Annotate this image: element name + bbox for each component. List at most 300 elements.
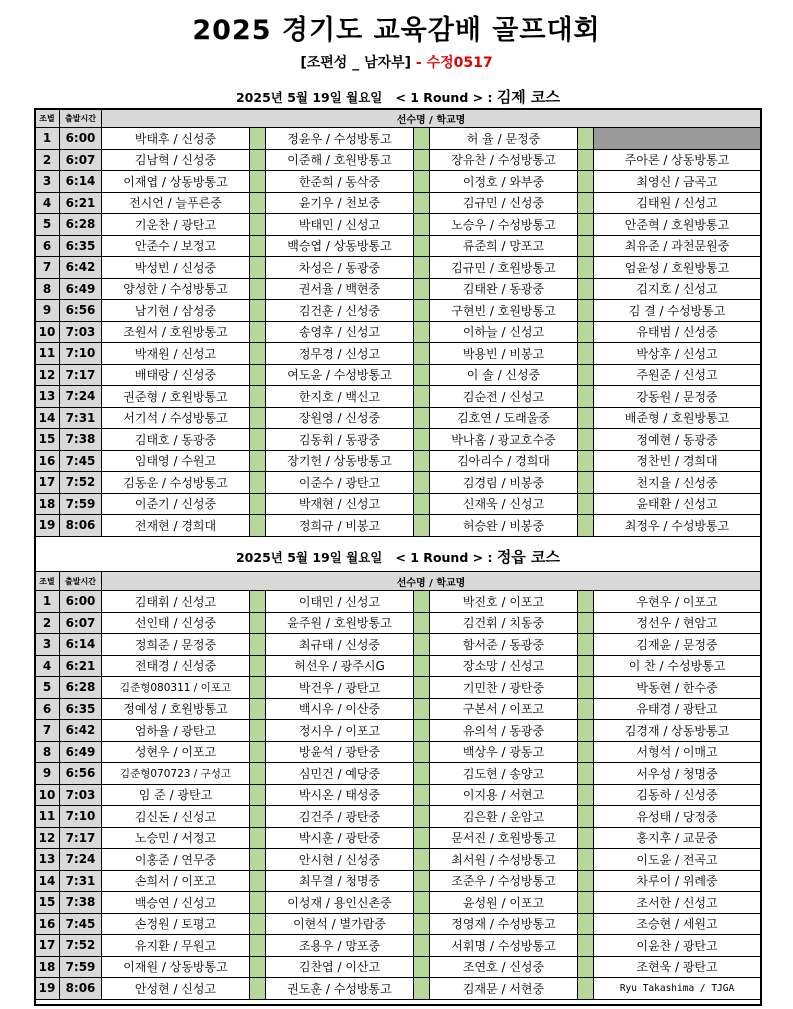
start-time: 6:14	[60, 171, 102, 193]
spacer-cell	[578, 278, 594, 300]
group-number: 3	[35, 634, 60, 656]
player-cell	[594, 128, 761, 150]
start-time: 6:49	[60, 278, 102, 300]
round-label: < 1 Round > :	[395, 90, 493, 105]
table-row	[35, 849, 761, 871]
player-cell: 장유찬 / 수성방통고	[430, 149, 578, 171]
table-row	[35, 493, 761, 515]
spacer-cell	[578, 214, 594, 236]
spacer-cell	[414, 128, 430, 150]
table-row	[35, 192, 761, 214]
group-number: 3	[35, 171, 60, 193]
spacer-cell	[414, 870, 430, 892]
player-cell: 김규민 / 신성중	[430, 192, 578, 214]
spacer-cell	[578, 343, 594, 365]
spacer-cell	[250, 827, 266, 849]
player-cell: 김신돈 / 신성고	[102, 806, 250, 828]
player-cell: 방윤석 / 광탄중	[266, 741, 414, 763]
spacer-cell	[414, 515, 430, 537]
spacer-cell	[414, 171, 430, 193]
table-row	[35, 935, 761, 957]
player-cell: 김경림 / 비봉중	[430, 472, 578, 494]
player-cell: 박시훈 / 광탄중	[266, 827, 414, 849]
spacer-cell	[250, 429, 266, 451]
table-row	[35, 278, 761, 300]
start-time: 7:17	[60, 827, 102, 849]
group-number: 9	[35, 763, 60, 785]
player-cell: 구현빈 / 호원방통고	[430, 300, 578, 322]
spacer-cell	[414, 493, 430, 515]
player-cell: 정시우 / 이포고	[266, 720, 414, 742]
spacer-cell	[414, 364, 430, 386]
player-cell: 김태휘 / 신성고	[102, 591, 250, 613]
round-date: 2025년 5월 19일 월요일	[235, 90, 383, 105]
player-cell: 최서원 / 수성방통고	[430, 849, 578, 871]
table-row	[35, 300, 761, 322]
spacer-cell	[250, 171, 266, 193]
player-cell: 유의석 / 동광중	[430, 720, 578, 742]
player-cell: 유태범 / 신성중	[594, 321, 761, 343]
player-cell: 허 율 / 문정중	[430, 128, 578, 150]
player-cell: 김지호 / 신성고	[594, 278, 761, 300]
section-divider	[34, 541, 762, 562]
spacer-cell	[250, 407, 266, 429]
player-cell: 함서준 / 동광중	[430, 634, 578, 656]
player-cell: 이홍준 / 연무중	[102, 849, 250, 871]
table-row	[35, 591, 761, 613]
start-time: 6:07	[60, 149, 102, 171]
round-heading	[36, 86, 760, 107]
spacer-cell	[414, 935, 430, 957]
spacer-cell	[578, 935, 594, 957]
spacer-cell	[578, 634, 594, 656]
player-cell: 김순전 / 신성고	[430, 386, 578, 408]
table-row	[35, 827, 761, 849]
player-cell: 문서진 / 호원방통고	[430, 827, 578, 849]
spacer-cell	[578, 806, 594, 828]
player-cell: 이성재 / 용인신촌중	[266, 892, 414, 914]
spacer-cell	[250, 806, 266, 828]
player-cell: 김도현 / 송양고	[430, 763, 578, 785]
player-cell: 장소망 / 신성고	[430, 655, 578, 677]
spacer-cell	[250, 870, 266, 892]
spacer-cell	[250, 214, 266, 236]
player-cell: 박동현 / 한수중	[594, 677, 761, 699]
player-cell: 김태호 / 동광중	[102, 429, 250, 451]
player-cell: 심민건 / 예당중	[266, 763, 414, 785]
spacer-cell	[250, 698, 266, 720]
player-cell: 정희규 / 비봉고	[266, 515, 414, 537]
spacer-cell	[250, 784, 266, 806]
group-number: 4	[35, 192, 60, 214]
player-cell: 김 결 / 수성방통고	[594, 300, 761, 322]
group-number: 7	[35, 720, 60, 742]
spacer-cell	[414, 784, 430, 806]
table-row	[35, 235, 761, 257]
spacer-cell	[414, 591, 430, 613]
player-cell: 박재원 / 신성고	[102, 343, 250, 365]
spacer-cell	[250, 913, 266, 935]
player-cell: 조승현 / 세원고	[594, 913, 761, 935]
player-cell: 조현욱 / 광탄고	[594, 956, 761, 978]
player-cell: 최정우 / 수성방통고	[594, 515, 761, 537]
group-number: 7	[35, 257, 60, 279]
start-time: 6:21	[60, 192, 102, 214]
player-cell: 남기현 / 삼성중	[102, 300, 250, 322]
spacer-cell	[578, 386, 594, 408]
player-cell: 권서율 / 백현중	[266, 278, 414, 300]
tee-time-table	[34, 108, 761, 537]
spacer-cell	[414, 741, 430, 763]
spacer-cell	[578, 913, 594, 935]
table-row	[35, 763, 761, 785]
player-cell: 김호연 / 도래울중	[430, 407, 578, 429]
table-header-row	[35, 109, 761, 128]
spacer-cell	[578, 720, 594, 742]
player-cell: 윤성원 / 이포고	[430, 892, 578, 914]
header-group-no: 조별	[35, 572, 60, 591]
spacer-cell	[250, 892, 266, 914]
player-cell: 류준희 / 망포고	[430, 235, 578, 257]
spacer-cell	[414, 806, 430, 828]
player-cell: 정무경 / 신성고	[266, 343, 414, 365]
table-row	[35, 806, 761, 828]
player-cell: 김동운 / 수성방통고	[102, 472, 250, 494]
player-cell: 최규태 / 신성중	[266, 634, 414, 656]
player-cell: 손정원 / 토평고	[102, 913, 250, 935]
player-cell: 유지환 / 무원고	[102, 935, 250, 957]
player-cell: 김은환 / 운암고	[430, 806, 578, 828]
table-row	[35, 720, 761, 742]
start-time: 6:28	[60, 677, 102, 699]
table-row	[35, 214, 761, 236]
player-cell: 조용우 / 망포중	[266, 935, 414, 957]
spacer-cell	[578, 300, 594, 322]
player-cell: 안성현 / 신성고	[102, 978, 250, 1000]
player-cell: 이 솔 / 신성중	[430, 364, 578, 386]
player-cell: 엄하율 / 광탄고	[102, 720, 250, 742]
spacer-cell	[250, 515, 266, 537]
spacer-cell	[250, 149, 266, 171]
start-time: 6:21	[60, 655, 102, 677]
spacer-cell	[578, 763, 594, 785]
spacer-cell	[578, 827, 594, 849]
start-time: 7:10	[60, 343, 102, 365]
player-cell: 노승우 / 수성방통고	[430, 214, 578, 236]
spacer-cell	[250, 978, 266, 1000]
spacer-cell	[414, 655, 430, 677]
round-label: < 1 Round > :	[395, 550, 493, 565]
player-cell: 김찬엽 / 이산고	[266, 956, 414, 978]
player-cell: 주원준 / 신성고	[594, 364, 761, 386]
start-time: 6:42	[60, 720, 102, 742]
player-cell: 우현우 / 이포고	[594, 591, 761, 613]
spacer-cell	[250, 364, 266, 386]
table-row	[35, 698, 761, 720]
table-row	[35, 892, 761, 914]
spacer-cell	[250, 235, 266, 257]
player-cell: 김재문 / 서현중	[430, 978, 578, 1000]
player-cell: 이하늘 / 신성고	[430, 321, 578, 343]
player-cell: 정선우 / 현암고	[594, 612, 761, 634]
start-time: 7:10	[60, 806, 102, 828]
start-time: 8:06	[60, 515, 102, 537]
start-time: 7:31	[60, 870, 102, 892]
spacer-cell	[414, 827, 430, 849]
table-row	[35, 870, 761, 892]
start-time: 6:49	[60, 741, 102, 763]
player-cell: 임태영 / 수원고	[102, 450, 250, 472]
player-cell: 전재현 / 경희대	[102, 515, 250, 537]
table-row	[35, 634, 761, 656]
spacer-cell	[414, 386, 430, 408]
group-number: 2	[35, 149, 60, 171]
spacer-cell	[414, 892, 430, 914]
player-cell: 백상우 / 광동고	[430, 741, 578, 763]
player-cell: 안시현 / 신성중	[266, 849, 414, 871]
player-cell: 권준형 / 호원방통고	[102, 386, 250, 408]
spacer-cell	[250, 192, 266, 214]
table-row	[35, 149, 761, 171]
group-number: 2	[35, 612, 60, 634]
spacer-cell	[250, 257, 266, 279]
table-row	[35, 364, 761, 386]
player-cell: 신재욱 / 신성고	[430, 493, 578, 515]
spacer-cell	[578, 472, 594, 494]
start-time: 6:14	[60, 634, 102, 656]
group-number: 5	[35, 214, 60, 236]
table-row	[35, 450, 761, 472]
spacer-cell	[250, 849, 266, 871]
spacer-cell	[250, 634, 266, 656]
spacer-cell	[250, 278, 266, 300]
player-cell: 천지율 / 신성중	[594, 472, 761, 494]
start-time: 7:03	[60, 321, 102, 343]
table-row	[35, 612, 761, 634]
spacer-cell	[578, 677, 594, 699]
table-row	[35, 343, 761, 365]
group-number: 19	[35, 978, 60, 1000]
player-cell: 정예현 / 동광중	[594, 429, 761, 451]
start-time: 6:56	[60, 763, 102, 785]
player-cell: 이준해 / 호원방통고	[266, 149, 414, 171]
group-number: 19	[35, 515, 60, 537]
player-cell: 김재윤 / 문정중	[594, 634, 761, 656]
page-subtitle	[0, 52, 793, 72]
player-cell: 기운찬 / 광탄고	[102, 214, 250, 236]
group-number: 18	[35, 493, 60, 515]
player-cell: 엄윤성 / 호원방통고	[594, 257, 761, 279]
spacer-cell	[578, 128, 594, 150]
player-cell: 이태민 / 신성고	[266, 591, 414, 613]
player-cell: 윤주원 / 호원방통고	[266, 612, 414, 634]
start-time: 7:03	[60, 784, 102, 806]
spacer-cell	[578, 892, 594, 914]
spacer-cell	[578, 956, 594, 978]
player-cell: 최무결 / 청명중	[266, 870, 414, 892]
spacer-cell	[414, 257, 430, 279]
group-number: 6	[35, 698, 60, 720]
spacer-cell	[414, 720, 430, 742]
group-number: 8	[35, 741, 60, 763]
player-cell: 김동하 / 신성중	[594, 784, 761, 806]
player-cell: 최유준 / 과천문원중	[594, 235, 761, 257]
spacer-cell	[578, 612, 594, 634]
start-time: 7:17	[60, 364, 102, 386]
player-cell: 김건주 / 광탄중	[266, 806, 414, 828]
spacer-cell	[414, 956, 430, 978]
table-row	[35, 784, 761, 806]
group-number: 1	[35, 591, 60, 613]
spacer-cell	[578, 429, 594, 451]
player-cell: 정윤우 / 수성방통고	[266, 128, 414, 150]
player-cell: 김남혁 / 신성중	[102, 149, 250, 171]
player-cell: 안준수 / 보정고	[102, 235, 250, 257]
player-cell: 이정호 / 와부중	[430, 171, 578, 193]
header-start-time: 출발시간	[60, 572, 102, 591]
table-header-row	[35, 572, 761, 591]
player-cell: 최영신 / 금곡고	[594, 171, 761, 193]
spacer-cell	[414, 192, 430, 214]
player-cell: 김태완 / 동광중	[430, 278, 578, 300]
spacer-cell	[578, 741, 594, 763]
player-cell: 서우성 / 청명중	[594, 763, 761, 785]
start-time: 6:00	[60, 591, 102, 613]
spacer-cell	[578, 235, 594, 257]
player-cell: 박재현 / 신성고	[266, 493, 414, 515]
spacer-cell	[414, 235, 430, 257]
spacer-cell	[250, 612, 266, 634]
player-cell: 서기석 / 수성방통고	[102, 407, 250, 429]
spacer-cell	[578, 784, 594, 806]
subtitle-bracket: [조편성 _ 남자부]	[300, 55, 412, 71]
player-cell: 이도윤 / 전곡고	[594, 849, 761, 871]
start-time: 7:52	[60, 472, 102, 494]
player-cell: 이준수 / 광탄고	[266, 472, 414, 494]
player-cell: 배준형 / 호원방통고	[594, 407, 761, 429]
spacer-cell	[250, 321, 266, 343]
group-number: 17	[35, 472, 60, 494]
header-players: 선수명 / 학교명	[102, 109, 761, 128]
player-cell: 송영후 / 신성고	[266, 321, 414, 343]
header-start-time: 출발시간	[60, 109, 102, 128]
tee-time-table	[34, 571, 761, 1000]
player-cell: 이 찬 / 수성방통고	[594, 655, 761, 677]
spacer-cell	[250, 300, 266, 322]
player-cell: 김동휘 / 동광중	[266, 429, 414, 451]
group-number: 10	[35, 321, 60, 343]
spacer-cell	[250, 591, 266, 613]
group-number: 17	[35, 935, 60, 957]
spacer-cell	[578, 655, 594, 677]
start-time: 7:38	[60, 892, 102, 914]
group-number: 12	[35, 364, 60, 386]
group-number: 9	[35, 300, 60, 322]
spacer-cell	[414, 698, 430, 720]
spacer-cell	[578, 149, 594, 171]
subtitle-dash: -	[411, 55, 427, 71]
spacer-cell	[250, 450, 266, 472]
spacer-cell	[578, 171, 594, 193]
player-cell: 양성한 / 수성방통고	[102, 278, 250, 300]
table-row	[35, 741, 761, 763]
player-cell: 전태경 / 신성중	[102, 655, 250, 677]
player-cell: 장원영 / 신성중	[266, 407, 414, 429]
spacer-cell	[250, 472, 266, 494]
player-cell: 차루이 / 위례중	[594, 870, 761, 892]
group-number: 15	[35, 429, 60, 451]
round-date: 2025년 5월 19일 월요일	[235, 550, 383, 565]
table-row	[35, 321, 761, 343]
table-row	[35, 515, 761, 537]
player-cell: 김규민 / 호원방통고	[430, 257, 578, 279]
table-row	[35, 429, 761, 451]
spacer-cell	[250, 741, 266, 763]
player-cell: 강동원 / 문정중	[594, 386, 761, 408]
table-row	[35, 913, 761, 935]
player-cell: 박진호 / 이포고	[430, 591, 578, 613]
player-cell: 김경재 / 상동방통고	[594, 720, 761, 742]
player-cell: 정영재 / 수성방통고	[430, 913, 578, 935]
player-cell: 백승연 / 신성고	[102, 892, 250, 914]
player-cell: 윤태환 / 신성고	[594, 493, 761, 515]
start-time: 7:24	[60, 386, 102, 408]
group-number: 16	[35, 913, 60, 935]
subtitle-group: 수정0517	[426, 55, 493, 71]
table-row	[35, 472, 761, 494]
spacer-cell	[414, 429, 430, 451]
player-cell: 유성태 / 당정중	[594, 806, 761, 828]
group-number: 11	[35, 343, 60, 365]
course-name: 김제 코스	[496, 88, 560, 106]
player-cell: Ryu Takashima / TJGA	[594, 978, 761, 1000]
spacer-cell	[578, 450, 594, 472]
player-cell: 이윤찬 / 광탄고	[594, 935, 761, 957]
player-cell: 이준기 / 신성중	[102, 493, 250, 515]
start-time: 6:28	[60, 214, 102, 236]
spacer-cell	[578, 870, 594, 892]
spacer-cell	[578, 364, 594, 386]
player-cell: 이재엽 / 상동방통고	[102, 171, 250, 193]
spacer-cell	[414, 407, 430, 429]
player-cell: 임 준 / 광탄고	[102, 784, 250, 806]
start-time: 7:31	[60, 407, 102, 429]
player-cell: 기민찬 / 광탄중	[430, 677, 578, 699]
player-cell: 김건훈 / 신성중	[266, 300, 414, 322]
player-cell: 손희서 / 이포고	[102, 870, 250, 892]
player-cell: 윤기우 / 천보중	[266, 192, 414, 214]
player-cell: 한지호 / 백신고	[266, 386, 414, 408]
player-cell: 김준형070723 / 구성고	[102, 763, 250, 785]
spacer-cell	[250, 720, 266, 742]
start-time: 7:45	[60, 913, 102, 935]
player-cell: 조서한 / 신성고	[594, 892, 761, 914]
spacer-cell	[578, 192, 594, 214]
header-group-no: 조별	[35, 109, 60, 128]
player-cell: 안준혁 / 호원방통고	[594, 214, 761, 236]
start-time: 7:24	[60, 849, 102, 871]
player-cell: 박태민 / 신성고	[266, 214, 414, 236]
group-number: 14	[35, 407, 60, 429]
spacer-cell	[250, 956, 266, 978]
start-time: 7:59	[60, 493, 102, 515]
start-time: 6:56	[60, 300, 102, 322]
player-cell: 박상후 / 신성고	[594, 343, 761, 365]
spacer-cell	[578, 698, 594, 720]
table-row	[35, 956, 761, 978]
player-cell: 조준우 / 수성방통고	[430, 870, 578, 892]
start-time: 6:07	[60, 612, 102, 634]
